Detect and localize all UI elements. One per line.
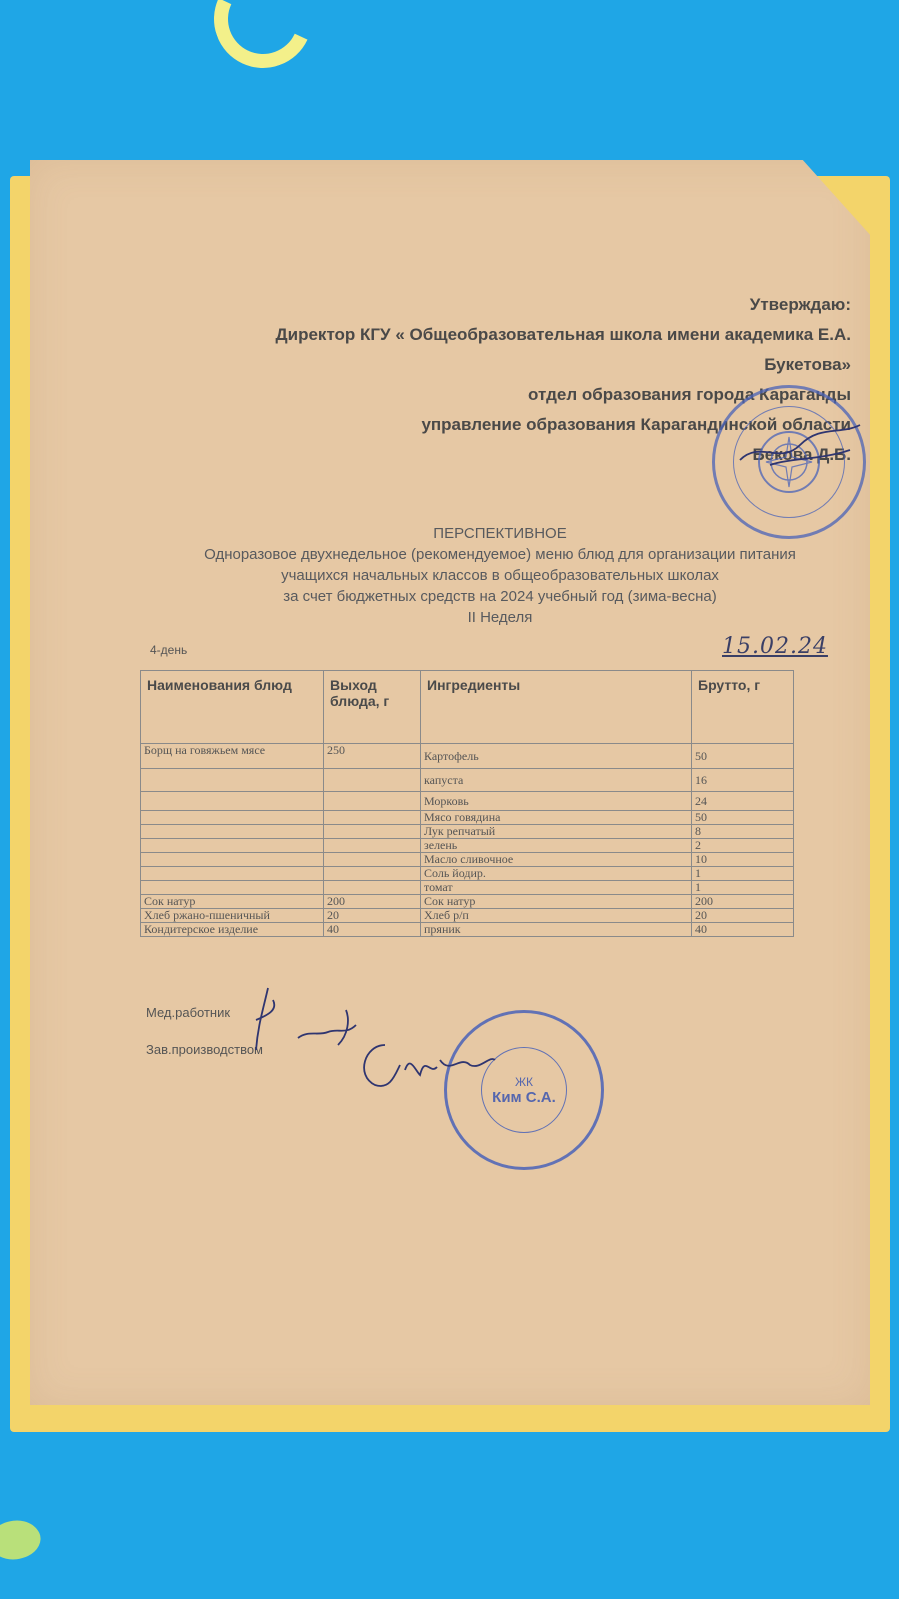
cell-ingredient: Соль йодир. — [421, 867, 692, 881]
production-head-signature — [345, 1015, 505, 1105]
cell-yield — [324, 839, 421, 853]
cell-yield: 40 — [324, 923, 421, 937]
title-line-4: за счет бюджетных средств на 2024 учебный год (зима-весна) — [283, 588, 717, 605]
day-label: 4-день — [150, 643, 188, 657]
table-row — [141, 839, 794, 853]
cell-dish — [141, 839, 324, 853]
title-line-5: II Неделя — [467, 609, 533, 626]
stamp-label: ЖК — [514, 1074, 534, 1089]
cell-gross: 8 — [692, 825, 794, 839]
table-row — [141, 792, 794, 811]
table-row — [141, 811, 794, 825]
table-row — [141, 867, 794, 881]
production-head-label: Зав.производством — [146, 1042, 263, 1057]
cell-gross: 20 — [692, 909, 794, 923]
title-line-1: ПЕРСПЕКТИВНОЕ — [433, 525, 567, 542]
table-row — [141, 895, 794, 909]
cell-ingredient: Лук репчатый — [421, 825, 692, 839]
cell-ingredient: капуста — [421, 769, 692, 792]
menu-title — [150, 523, 850, 628]
cell-yield: 20 — [324, 909, 421, 923]
title-line-2: Одноразовое двухнедельное (рекомендуемое) меню блюд для организации питания — [204, 546, 796, 563]
cell-ingredient: Картофель — [421, 744, 692, 769]
cell-gross: 50 — [692, 744, 794, 769]
approval-line-3: Букетова» — [764, 355, 851, 374]
header-ingredients: Ингредиенты — [421, 671, 692, 744]
table-header-row — [141, 671, 794, 744]
cell-ingredient: Морковь — [421, 792, 692, 811]
cell-yield — [324, 867, 421, 881]
table-row — [141, 744, 794, 769]
cell-gross: 50 — [692, 811, 794, 825]
cell-ingredient: Хлеб р/п — [421, 909, 692, 923]
cell-dish — [141, 769, 324, 792]
cell-gross: 1 — [692, 881, 794, 895]
cell-dish — [141, 867, 324, 881]
table-row — [141, 853, 794, 867]
cell-gross: 40 — [692, 923, 794, 937]
title-line-3: учащихся начальных классов в общеобразовательных школах — [281, 567, 719, 584]
cell-gross: 2 — [692, 839, 794, 853]
header-gross: Брутто, г — [692, 671, 794, 744]
cell-yield — [324, 825, 421, 839]
cell-yield: 200 — [324, 895, 421, 909]
cell-yield — [324, 811, 421, 825]
cell-yield: 250 — [324, 744, 421, 769]
cell-ingredient: зелень — [421, 839, 692, 853]
approval-line-4: отдел образования города Караганды — [528, 385, 851, 404]
table-row — [141, 825, 794, 839]
cell-dish — [141, 853, 324, 867]
handwritten-date: 15.02.24 — [722, 634, 828, 659]
cell-yield — [324, 853, 421, 867]
cell-gross: 16 — [692, 769, 794, 792]
cell-gross: 24 — [692, 792, 794, 811]
cell-gross: 200 — [692, 895, 794, 909]
table-row — [141, 881, 794, 895]
header-yield: Выход блюда, г — [324, 671, 421, 744]
header-dish: Наименования блюд — [141, 671, 324, 744]
cell-ingredient: Мясо говядина — [421, 811, 692, 825]
cell-dish — [141, 881, 324, 895]
cell-dish — [141, 811, 324, 825]
cell-ingredient: пряник — [421, 923, 692, 937]
background-decoration-top — [200, 0, 326, 82]
cell-dish: Хлеб ржано-пшеничный — [141, 909, 324, 923]
table-row — [141, 909, 794, 923]
med-worker-label: Мед.работник — [146, 1005, 231, 1020]
cell-yield — [324, 769, 421, 792]
cell-dish — [141, 825, 324, 839]
cell-ingredient: томат — [421, 881, 692, 895]
table-row — [141, 769, 794, 792]
cell-yield — [324, 881, 421, 895]
cell-ingredient: Сок натур — [421, 895, 692, 909]
table-row — [141, 923, 794, 937]
cell-dish — [141, 792, 324, 811]
cell-gross: 10 — [692, 853, 794, 867]
cell-dish: Сок натур — [141, 895, 324, 909]
approval-line-6: Бекова Д.Б. — [752, 445, 851, 464]
director-signature — [730, 420, 870, 480]
cell-ingredient: Масло сливочное — [421, 853, 692, 867]
approval-line-2: Директор КГУ « Общеобразовательная школа имени академика Е.А. — [275, 325, 851, 344]
stamp-name: Ким С.А. — [492, 1088, 556, 1106]
approval-line-1: Утверждаю: — [749, 295, 851, 314]
cell-yield — [324, 792, 421, 811]
background-decoration-bottom — [0, 1511, 46, 1568]
cell-dish: Кондитерское изделие — [141, 923, 324, 937]
cell-gross: 1 — [692, 867, 794, 881]
approval-line-5: управление образования Карагандинской области — [421, 415, 851, 434]
menu-table — [140, 670, 794, 937]
cell-dish: Борщ на говяжьем мясе — [141, 744, 324, 769]
